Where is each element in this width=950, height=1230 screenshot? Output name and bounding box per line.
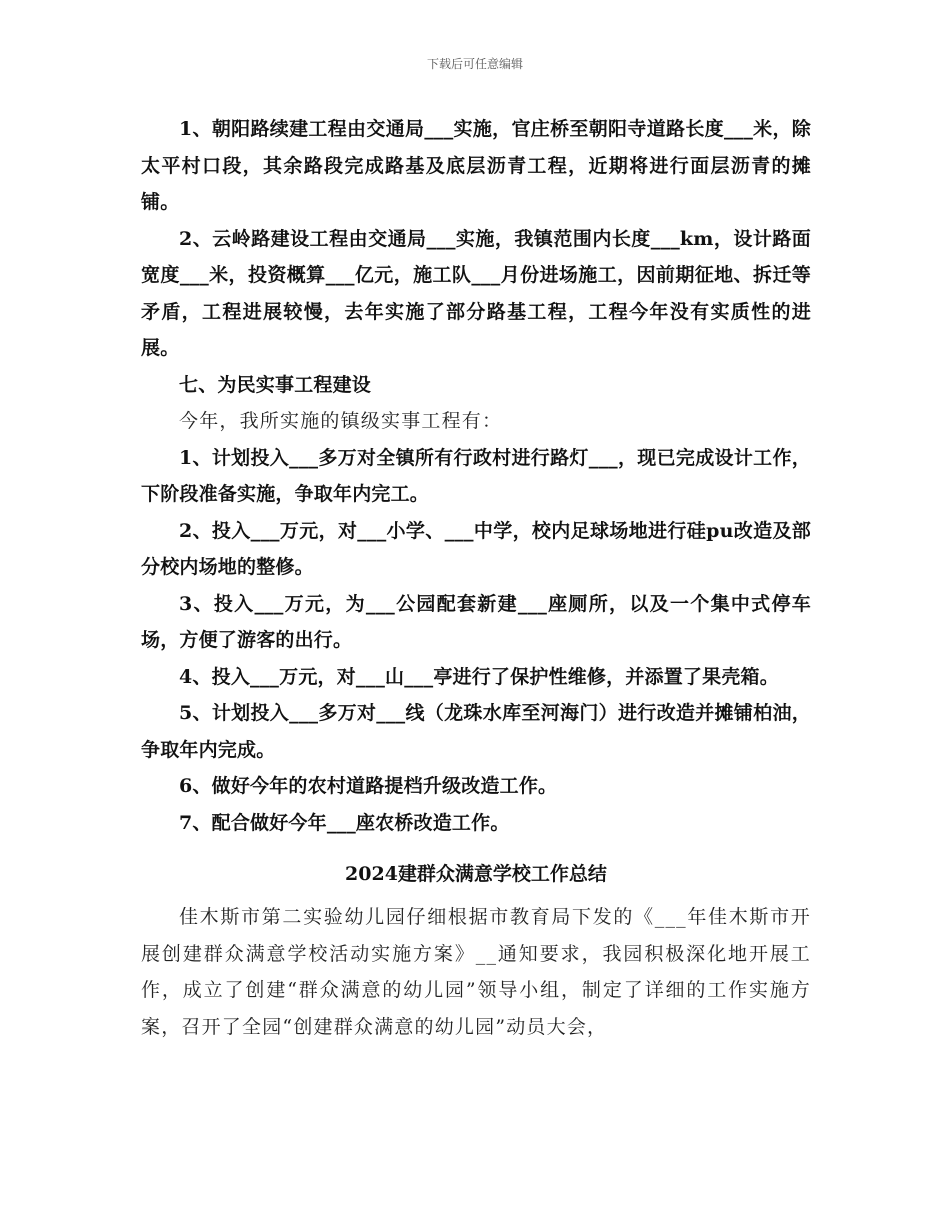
list-item-7-bridges: 7、配合做好今年___座农桥改造工作。 bbox=[179, 811, 510, 834]
page-header-note: 下载后可任意编辑 bbox=[426, 57, 523, 71]
list-item-3-park-toilets: 3、投入___万元，为___公园配套新建___座厕所，以及一个集中式停车场，方便了游客的出行。 bbox=[141, 592, 811, 651]
list-item-4-pavilion-repair: 4、投入___万元，对___山___亭进行了保护性维修，并添置了果壳箱。 bbox=[179, 665, 779, 688]
list-item-2-football-field: 2、投入___万元，对___小学、___中学，校内足球场地进行硅pu改造及部分校内场地的整修。 bbox=[141, 519, 811, 578]
paragraph-item-2-yunling-road: 2、云岭路建设工程由交通局___实施，我镇范围内长度___km，设计路面宽度___米，投资概算___亿元，施工队___月份进场施工，因前期征地、拆迁等矛盾，工程进展较慢，去年实施了部分路基工程，工程今年没有实质性的进展。 bbox=[141, 227, 811, 359]
paragraph-kindergarten-summary: 佳木斯市第二实验幼儿园仔细根据市教育局下发的《___年佳木斯市开展创建群众满意学校活动实施方案》__通知要求，我园积极深化地开展工作，成立了创建“群众满意的幼儿园”领导小组，制定了详细的工作实施方案，召开了全园“创建群众满意的幼儿园”动员大会， bbox=[141, 906, 811, 1038]
paragraph-item-1-chaoyang-road: 1、朝阳路续建工程由交通局___实施，官庄桥至朝阳寺道路长度___米，除太平村口段，其余路段完成路基及底层沥青工程，近期将进行面层沥青的摊铺。 bbox=[141, 118, 811, 213]
list-item-6-rural-roads: 6、做好今年的农村道路提档升级改造工作。 bbox=[179, 775, 558, 797]
list-item-5-road-paving: 5、计划投入___多万对___线（龙珠水库至河海门）进行改造并摊铺柏油，争取年内完成。 bbox=[141, 702, 811, 761]
section-heading-seven: 七、为民实事工程建设 bbox=[179, 373, 372, 396]
document-body bbox=[141, 111, 811, 1045]
paragraph-intro: 今年，我所实施的镇级实事工程有： bbox=[179, 410, 503, 432]
list-item-1-street-lights: 1、计划投入___多万对全镇所有行政村进行路灯___，现已完成设计工作，下阶段准备实施，争取年内完工。 bbox=[141, 446, 811, 505]
document-title: 2024建群众满意学校工作总结 bbox=[345, 863, 607, 885]
